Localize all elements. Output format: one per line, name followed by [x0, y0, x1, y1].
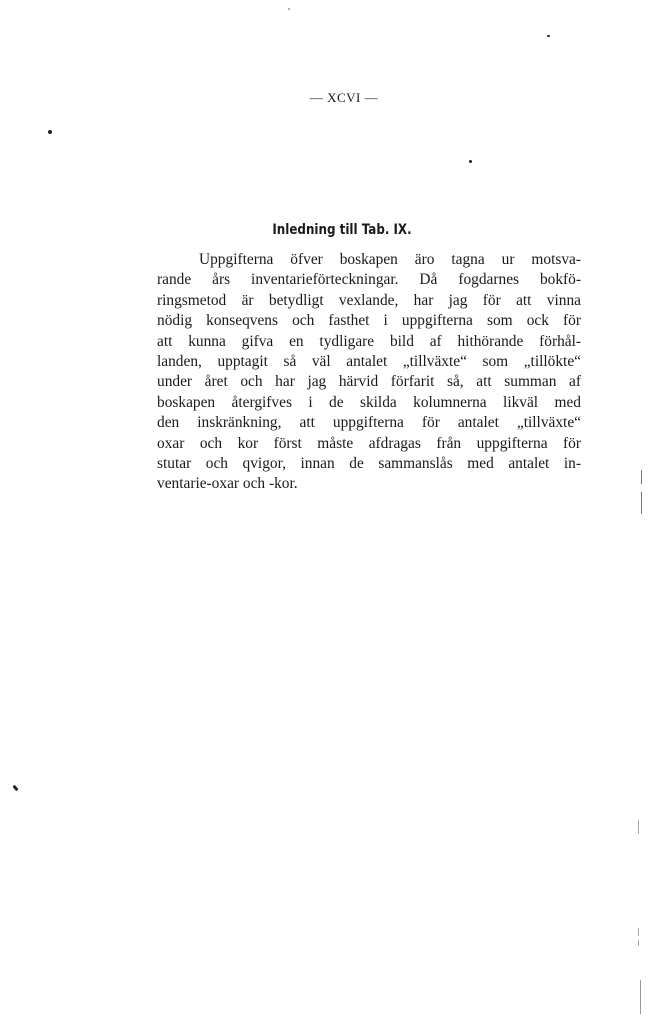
paragraph-line: landen, upptagit så väl antalet „tillväxte“ som „tillökte“	[157, 353, 581, 371]
paragraph-line: under året och har jag härvid förfarit så, att summan af	[157, 373, 581, 391]
edge-mark	[640, 980, 641, 1014]
paragraph-line: rande års inventarieförteckningar. Då fogdarnes bokfö-	[157, 271, 581, 289]
edge-mark	[641, 492, 642, 514]
paragraph-line: stutar och qvigor, innan de sammanslås med antalet in-	[157, 455, 581, 473]
section-heading: Inledning till Tab. IX.	[272, 222, 412, 238]
paragraph-line: att kunna gifva en tydligare bild af hithörande förhål-	[157, 332, 581, 350]
paragraph-line: den inskränkning, att uppgifterna för antalet „tillväxte“	[157, 414, 581, 432]
edge-mark	[641, 470, 642, 484]
paragraph-line: oxar och kor först måste afdragas från uppgifterna för	[157, 434, 581, 452]
edge-mark	[638, 940, 639, 946]
paragraph-line: Uppgifterna öfver boskapen äro tagna ur motsva-	[199, 251, 581, 268]
paragraph-line: boskapen återgifves i de skilda kolumnerna likväl med	[157, 393, 581, 411]
scan-speck	[288, 8, 290, 10]
scan-speck	[48, 130, 52, 134]
edge-mark	[638, 928, 639, 936]
edge-mark	[638, 820, 639, 834]
page-number: — XCVI —	[309, 90, 379, 105]
body-paragraph	[157, 250, 581, 495]
paragraph-line: ventarie-oxar och -kor.	[157, 475, 298, 493]
scan-speck	[469, 160, 472, 163]
paragraph-line: nödig konseqvens och fasthet i uppgifterna som ock för	[157, 312, 581, 330]
scan-speck	[12, 785, 18, 792]
scan-speck	[547, 35, 550, 37]
paragraph-line: ringsmetod är betydligt vexlande, har jag för att vinna	[157, 291, 581, 309]
